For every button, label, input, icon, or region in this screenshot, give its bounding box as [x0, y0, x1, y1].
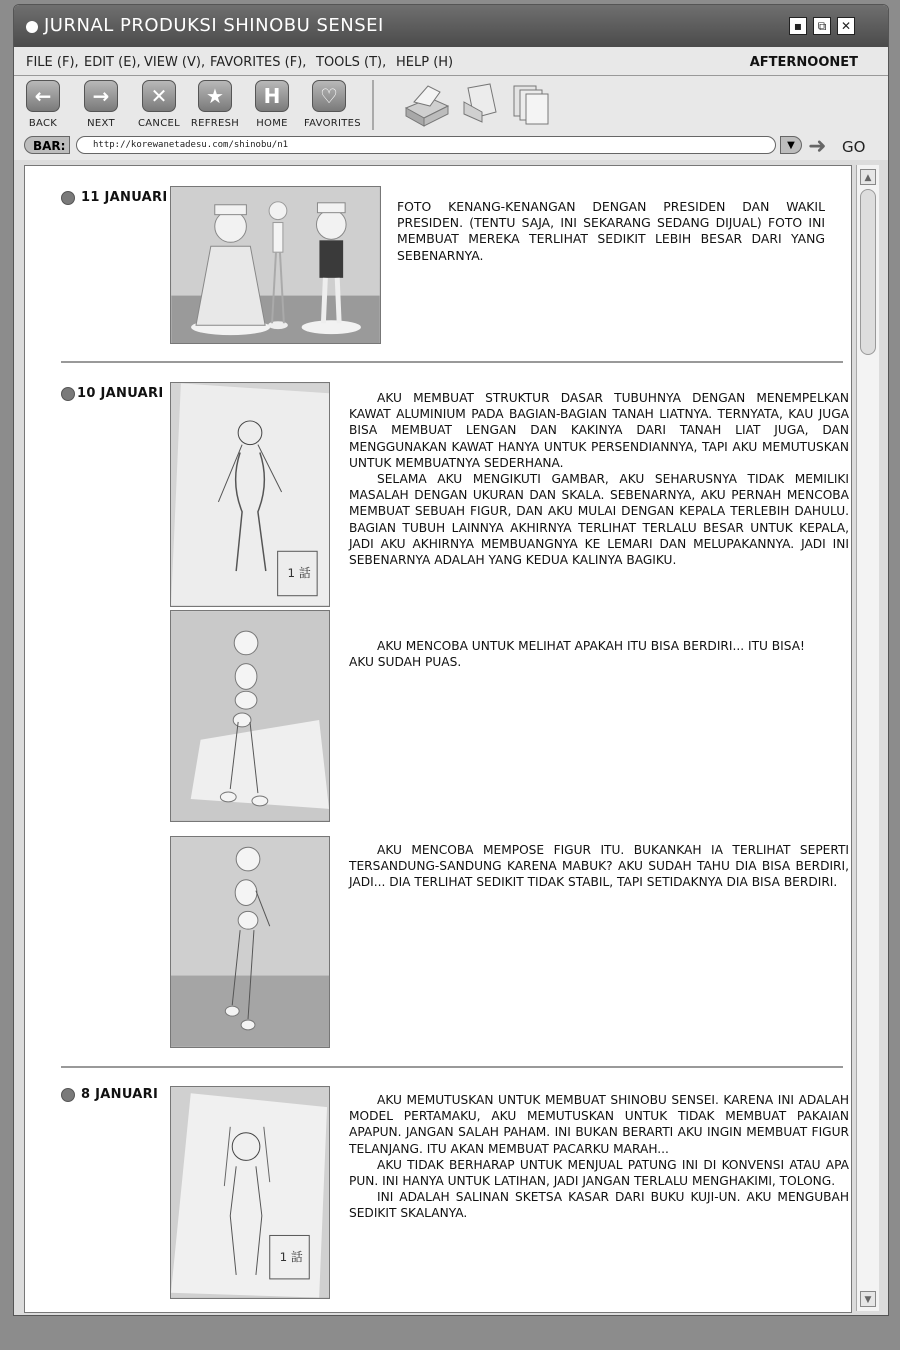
menu-help[interactable]: HELP (H)	[396, 55, 454, 70]
entry-text	[349, 638, 849, 670]
scroll-down-icon[interactable]: ▼	[860, 1291, 876, 1307]
brand-label: AFTERNOONET	[749, 55, 858, 70]
page-content	[24, 165, 852, 1313]
favorites-button[interactable]	[304, 80, 361, 129]
entry-paragraph: AKU MENCOBA UNTUK MELIHAT APAKAH ITU BISA BERDIRI... ITU BISA!	[377, 639, 805, 653]
entry-divider	[61, 1066, 843, 1068]
cancel-button[interactable]	[134, 80, 184, 129]
go-arrow-icon[interactable]: ➜	[808, 134, 827, 159]
vertical-scrollbar[interactable]	[856, 165, 879, 1311]
posed-figure-photo	[170, 836, 330, 1048]
entry-paragraph: FOTO KENANG-KENANGAN DENGAN PRESIDEN DAN WAKIL PRESIDEN. (TENTU SAJA, INI SEKARANG SEDANG DIJUAL) FOTO INI MEMBUAT MEREKA TERLIHAT SEDIKIT LEBIH BESAR DARI YANG SEBENARNYA.	[397, 199, 825, 263]
entry-paragraph: AKU SUDAH PUAS.	[349, 655, 462, 670]
entry-text	[397, 199, 825, 264]
refresh-button[interactable]	[190, 80, 240, 129]
back-button[interactable]	[18, 80, 68, 129]
entry-text	[349, 1092, 849, 1222]
title-dot-icon	[26, 21, 38, 33]
scroll-thumb[interactable]	[860, 189, 876, 355]
entry-date: 8 JANUARI	[81, 1087, 159, 1102]
close-button[interactable]: ✕	[837, 17, 855, 35]
next-arrow-icon: →	[84, 80, 118, 112]
entry-bullet-icon	[61, 1088, 75, 1102]
menu-tools[interactable]: TOOLS (T),	[316, 55, 387, 70]
toolbar-separator	[372, 80, 374, 130]
entry-paragraph: AKU MENCOBA MEMPOSE FIGUR ITU. BUKANKAH IA TERLIHAT SEPERTI TERSANDUNG-SANDUNG KARENA MABUK? AKU SUDAH TAHU DIA BISA BERDIRI, JADI... DIA TERLIHAT SEDIKIT TIDAK STABIL, TAPI SETIDAKNYA DIA BISA BERDIRI.	[349, 843, 849, 890]
entry-text	[349, 390, 849, 568]
standing-figure-photo	[170, 610, 330, 822]
title-bar	[14, 5, 888, 47]
back-arrow-icon: ←	[26, 80, 60, 112]
copy-pages-icon[interactable]	[510, 82, 552, 128]
url-dropdown-icon[interactable]: ▼	[780, 136, 802, 154]
favorites-label: FAVORITES	[304, 118, 361, 129]
window-title: JURNAL PRODUKSI SHINOBU SENSEI	[44, 15, 384, 36]
entry-paragraph: AKU MEMUTUSKAN UNTUK MEMBUAT SHINOBU SENSEI. KARENA INI ADALAH MODEL PERTAMAKU, AKU MEMUTUSKAN UNTUK TIDAK MEMBUAT PAKAIAN APAPUN. JANGAN SALAH PAHAM. INI BUKAN BERARTI AKU INGIN MEMBUAT FIGUR TELANJANG. ITU AKAN MEMBUAT PACARKU MARAH...	[349, 1093, 849, 1156]
home-button[interactable]	[247, 80, 297, 129]
menu-file[interactable]: FILE (F),	[26, 55, 79, 70]
entry-date: 11 JANUARI	[81, 190, 168, 205]
next-button[interactable]	[76, 80, 126, 129]
url-input[interactable]: http://korewanetadesu.com/shinobu/n1	[76, 136, 776, 154]
cancel-x-icon: ✕	[142, 80, 176, 112]
entry-paragraph: SELAMA AKU MENGIKUTI GAMBAR, AKU SEHARUSNYA TIDAK MEMILIKI MASALAH DENGAN UKURAN DAN SKALA. SEBENARNYA, AKU PERNAH MENCOBA MEMBUAT SEBUAH FIGUR, DAN AKU MULAI DENGAN KEPALA TERLEBIH DAHULU. BAGIAN TUBUH LAINNYA AKHIRNYA TERLIHAT TERLALU BESAR UNTUK KEPALA, JADI AKU AKHIRNYA MEMBUANGNYA KE LEMARI DAN MELUPAKANNYA. JADI INI SEBENARNYA ADALAH YANG KEDUA KALINYA BAGIKU.	[349, 472, 849, 568]
printer-icon[interactable]	[400, 82, 452, 128]
refresh-label: REFRESH	[190, 118, 240, 129]
entry-text	[349, 842, 849, 891]
toolbar	[14, 76, 888, 134]
entry-date: 10 JANUARI	[77, 386, 164, 401]
entry-bullet-icon	[61, 387, 75, 401]
back-label: BACK	[28, 118, 58, 129]
menu-edit[interactable]: EDIT (E),	[84, 55, 141, 70]
rough-sketch-photo	[170, 1086, 330, 1299]
entry-paragraph: AKU TIDAK BERHARAP UNTUK MENJUAL PATUNG INI DI KONVENSI ATAU APA PUN. INI HANYA UNTUK LATIHAN, JADI JANGAN TERLALU MENGHAKIMI, TOLONG.	[349, 1157, 849, 1189]
maximize-button[interactable]: ⧉	[813, 17, 831, 35]
sketch-note: 1 話	[279, 1250, 303, 1265]
home-label: HOME	[256, 118, 288, 129]
page-icon[interactable]	[460, 82, 502, 128]
address-label: BAR:	[24, 136, 70, 154]
figures-photo	[170, 186, 381, 344]
browser-window	[13, 4, 889, 1316]
scroll-up-icon[interactable]: ▲	[860, 169, 876, 185]
menu-bar	[14, 47, 888, 76]
menu-favorites[interactable]: FAVORITES (F),	[210, 55, 307, 70]
entry-divider	[61, 361, 843, 363]
star-icon: ★	[198, 80, 232, 112]
home-h-icon: H	[255, 80, 289, 112]
entry-paragraph: INI ADALAH SALINAN SKETSA KASAR DARI BUKU KUJI-UN. AKU MENGUBAH SEDIKIT SKALANYA.	[349, 1190, 849, 1221]
go-button[interactable]: GO	[842, 138, 866, 156]
wire-figure-photo	[170, 382, 330, 607]
menu-view[interactable]: VIEW (V),	[144, 55, 206, 70]
address-bar	[14, 134, 888, 160]
next-label: NEXT	[87, 118, 115, 129]
entry-paragraph: AKU MEMBUAT STRUKTUR DASAR TUBUHNYA DENGAN MENEMPELKAN KAWAT ALUMINIUM PADA BAGIAN-BAGIAN TANAH LIATNYA. TERNYATA, KAU JUGA BISA MEMBUAT LENGAN DAN KAKINYA DARI TANAH LIAT JUGA, DAN MENGGUNAKAN KAWAT HANYA UNTUK PERSENDIANNYA, TAPI AKU MEMUTUSKAN UNTUK MEMBUATNYA SEDERHANA.	[349, 391, 849, 470]
heart-icon: ♡	[312, 80, 346, 112]
cancel-label: CANCEL	[138, 118, 180, 129]
sketch-note: 1 話	[287, 565, 311, 580]
minimize-button[interactable]: ▪	[789, 17, 807, 35]
entry-bullet-icon	[61, 191, 75, 205]
